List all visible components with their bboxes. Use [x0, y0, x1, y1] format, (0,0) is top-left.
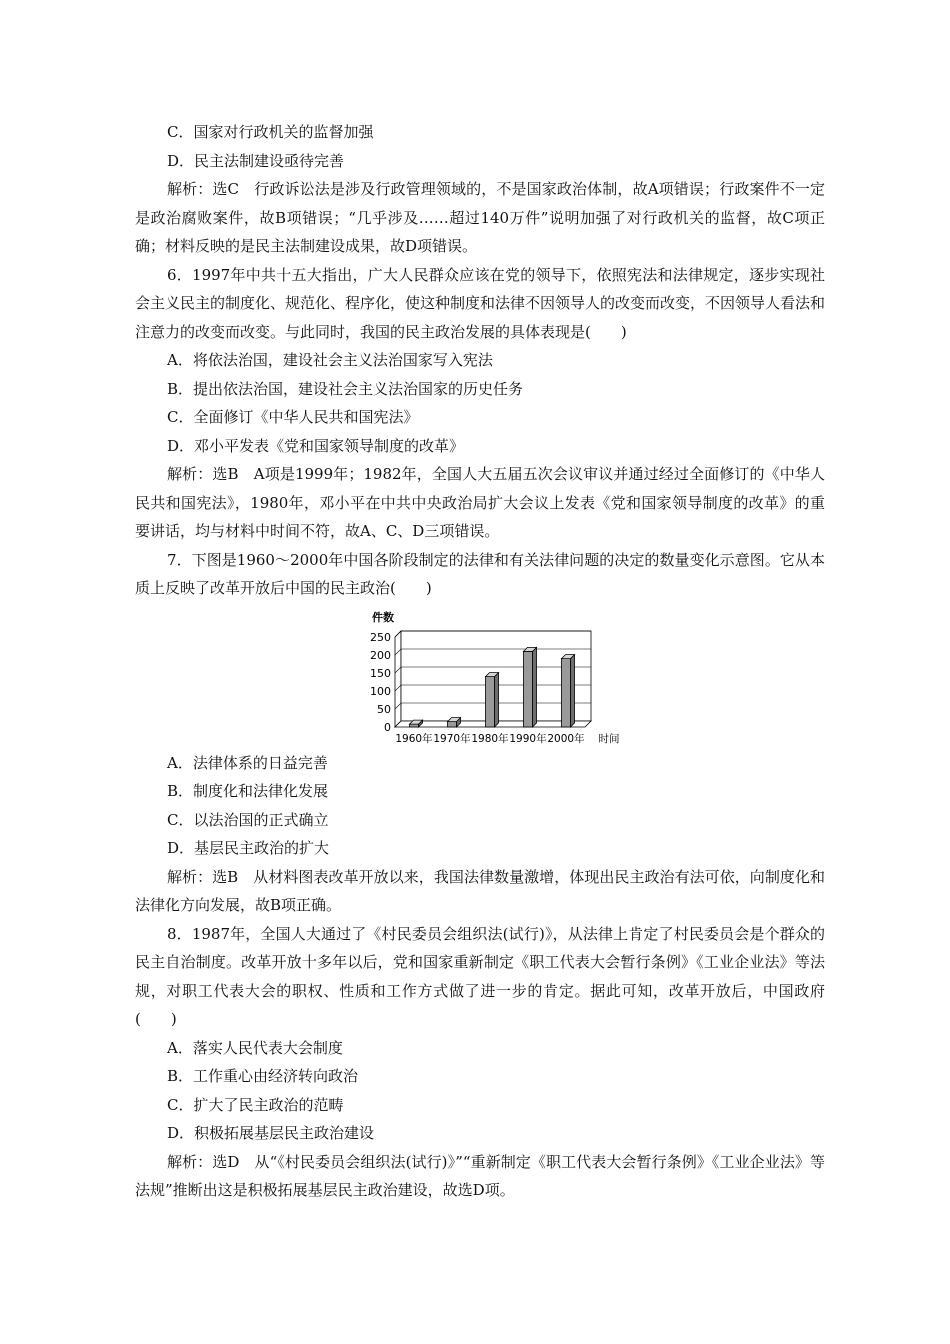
q6-option-d: D．邓小平发表《党和国家领导制度的改革》 — [167, 436, 465, 455]
y-tick-label: 100 — [370, 684, 391, 698]
q7-option-d: D．基层民主政治的扩大 — [167, 839, 330, 857]
q8-option-c: C．扩大了民主政治的范畴 — [167, 1095, 344, 1114]
bar-side — [533, 647, 537, 727]
bar-side — [495, 672, 499, 726]
y-axis-title: 件数 — [372, 610, 394, 624]
q8-analysis: 解析：选D 从“《村民委员会组织法(试行)》”“重新制定《职工代表大会暂行条例》《工业企业法》等法规”推断出这是积极拓展基层民主政治建设，故选D项。 — [135, 1152, 825, 1199]
q8-option-a: A．落实人民代表大会制度 — [167, 1038, 343, 1057]
q5-option-d: D．民主法制建设亟待完善 — [167, 151, 345, 170]
chart-left-wall — [395, 631, 401, 727]
y-tick-label: 150 — [370, 666, 391, 680]
q6-option-a: A．将依法治国，建设社会主义法治国家写入宪法 — [167, 351, 493, 369]
q5-analysis: 解析：选C 行政诉讼法是涉及行政管理领域的，不是国家政治体制，故A项错误；行政案件不一定是政治腐败案件，故B项错误；“几乎涉及……超过140万件”说明加强了对行政机关的监督，故C项正确；材料反映的是民主法制建设成果，故D项错误。 — [135, 180, 825, 255]
q7-analysis: 解析：选B 从材料图表改革开放以来，我国法律数量激增，体现出民主政治有法可依，向制度化和法律化方向发展，故B项正确。 — [135, 867, 825, 914]
q7-option-b: B．制度化和法律化发展 — [167, 782, 329, 800]
x-tick-label: 1980年 — [471, 732, 509, 745]
bar — [410, 724, 419, 727]
y-tick-label: 250 — [370, 630, 391, 644]
y-tick-label: 200 — [370, 648, 391, 662]
q7-stem: 7．下图是1960～2000年中国各阶段制定的法律和有关法律问题的决定的数量变化示意图。它从本质上反映了改革开放后中国的民主政治( ) — [135, 550, 825, 597]
q8-option-d: D．积极拓展基层民主政治建设 — [167, 1124, 375, 1142]
bar-side — [571, 654, 575, 726]
y-tick-label: 0 — [384, 720, 391, 734]
q7-option-a: A．法律体系的日益完善 — [167, 753, 328, 772]
x-axis-title: 时间 — [598, 732, 620, 745]
x-tick-label: 1990年 — [509, 732, 547, 745]
q5-option-c: C．国家对行政机关的监督加强 — [167, 123, 374, 141]
q6-option-b: B．提出依法治国，建设社会主义法治国家的历史任务 — [167, 379, 524, 398]
q8-stem: 8．1987年，全国人大通过了《村民委员会组织法(试行)》，从法律上肯定了村民委员会是个群众的民主自治制度。改革开放十多年以后，党和国家重新制定《职工代表大会暂行条例》《工业企业法》等法规，对职工代表大会的职权、性质和工作方式做了进一步的肯定。据此可知，改革开放后，中国政府( ) — [135, 924, 825, 1028]
q8-option-b: B．工作重心由经济转向政治 — [167, 1067, 359, 1085]
x-tick-label: 2000年 — [547, 732, 585, 745]
x-tick-label: 1960年 — [395, 732, 433, 745]
x-tick-label: 1970年 — [433, 732, 471, 745]
law-count-chart — [135, 607, 825, 745]
bar-chart-svg — [353, 607, 633, 745]
q6-option-c: C．全面修订《中华人民共和国宪法》 — [167, 408, 419, 426]
q6-analysis: 解析：选B A项是1999年；1982年，全国人大五届五次会议审议并通过经过全面修订的《中华人民共和国宪法》，1980年，邓小平在中共中央政治局扩大会议上发表《党和国家领导制度的改革》的重要讲话，均与材料中时间不符，故A、C、D三项错误。 — [135, 465, 825, 540]
bar — [448, 721, 457, 726]
bar — [486, 676, 495, 726]
document-body — [135, 118, 825, 1205]
q6-stem: 6．1997年中共十五大指出，广大人民群众应该在党的领导下，依照宪法和法律规定，逐步实现社会主义民主的制度化、规范化、程序化，使这种制度和法律不因领导人的改变而改变，不因领导人看法和注意力的改变而改变。与此同时，我国的民主政治发展的具体表现是( ) — [135, 265, 826, 341]
y-tick-label: 50 — [377, 702, 391, 716]
bar — [562, 658, 571, 726]
q7-option-c: C．以法治国的正式确立 — [167, 810, 329, 829]
bar — [524, 651, 533, 727]
